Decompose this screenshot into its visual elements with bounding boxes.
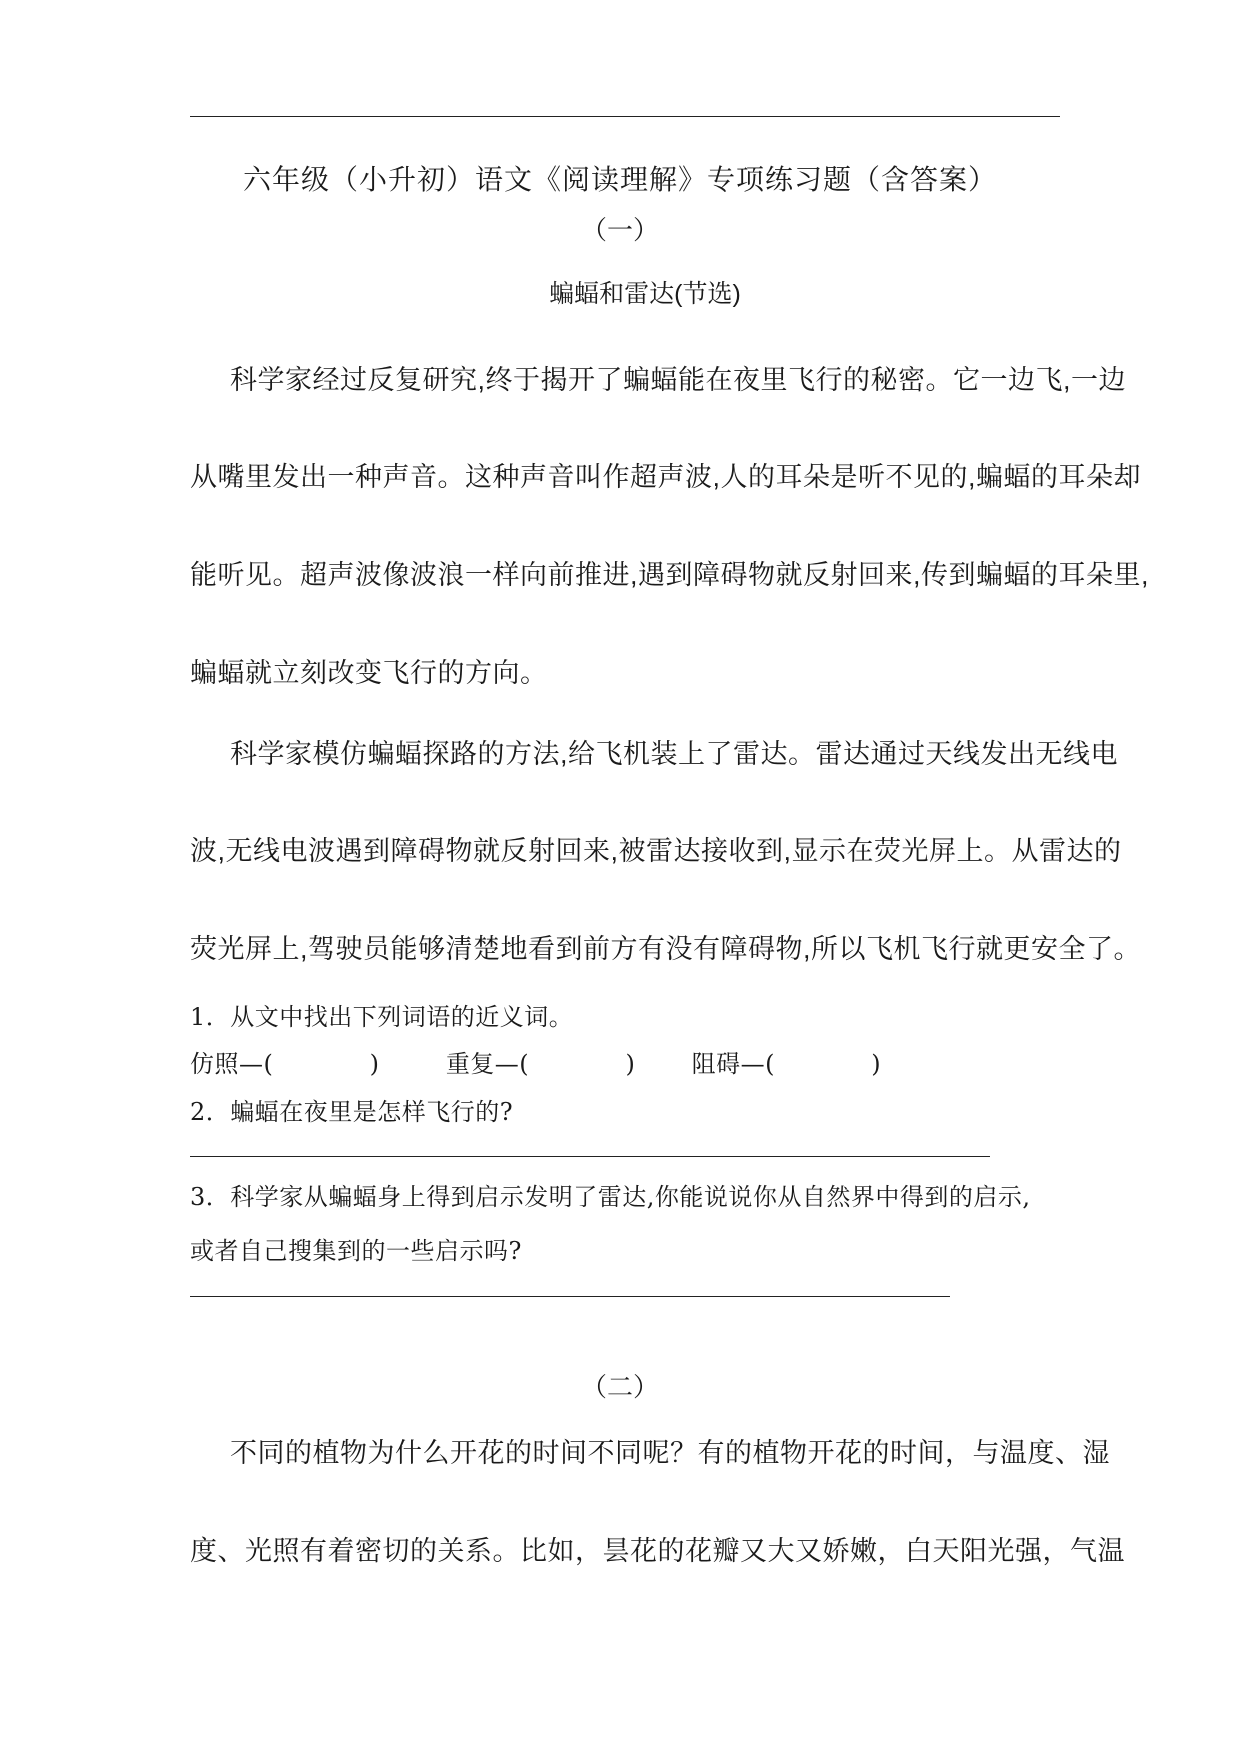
blank-close: ) [625,1050,636,1078]
header-rule [190,116,1060,117]
paragraph-line: 波,无线电波遇到障碍物就反射回来,被雷达接收到,显示在荧光屏上。从雷达的 [190,836,1122,866]
blank-label: 阻碍—( [691,1050,775,1078]
question-1-blanks [190,1044,881,1079]
paragraph-line: 不同的植物为什么开花的时间不同呢？有的植物开花的时间，与温度、湿 [230,1438,1110,1468]
paragraph-line: 能听见。超声波像波浪一样向前推进,遇到障碍物就反射回来,传到蝙蝠的耳朵里, [190,560,1150,590]
section-label-1: （一） [580,216,659,246]
question-1: 1．从文中找出下列词语的近义词。 [190,1003,574,1031]
paragraph-line: 科学家模仿蝙蝠探路的方法,给飞机装上了雷达。雷达通过天线发出无线电 [230,739,1118,769]
answer-line[interactable] [190,1296,950,1297]
paragraph-line: 科学家经过反复研究,终于揭开了蝙蝠能在夜里飞行的秘密。它一边飞,一边 [230,365,1127,395]
question-3-line-1: 3．科学家从蝙蝠身上得到启示发明了雷达,你能说说你从自然界中得到的启示, [190,1183,1031,1211]
paragraph-line: 荧光屏上,驾驶员能够清楚地看到前方有没有障碍物,所以飞机飞行就更安全了。 [190,934,1142,964]
question-3-line-2: 或者自己搜集到的一些启示吗? [190,1237,522,1265]
paragraph-line: 从嘴里发出一种声音。这种声音叫作超声波,人的耳朵是听不见的,蝙蝠的耳朵却 [190,462,1142,492]
question-2: 2．蝙蝠在夜里是怎样飞行的? [190,1098,514,1126]
paragraph-line: 蝙蝠就立刻改变飞行的方向。 [190,658,548,688]
blank-label: 重复—( [445,1050,530,1078]
blank-label: 仿照—( [190,1050,274,1078]
paragraph-line: 度、光照有着密切的关系。比如，昙花的花瓣又大又娇嫩，白天阳光强，气温 [190,1536,1125,1566]
passage-title: 蝙蝠和雷达(节选) [549,280,741,308]
document-title: 六年级（小升初）语文《阅读理解》专项练习题（含答案） [242,163,997,196]
answer-line[interactable] [190,1156,990,1157]
section-label-2: （二） [580,1373,659,1403]
blank-close: ) [369,1050,380,1078]
blank-close: ) [871,1050,882,1078]
